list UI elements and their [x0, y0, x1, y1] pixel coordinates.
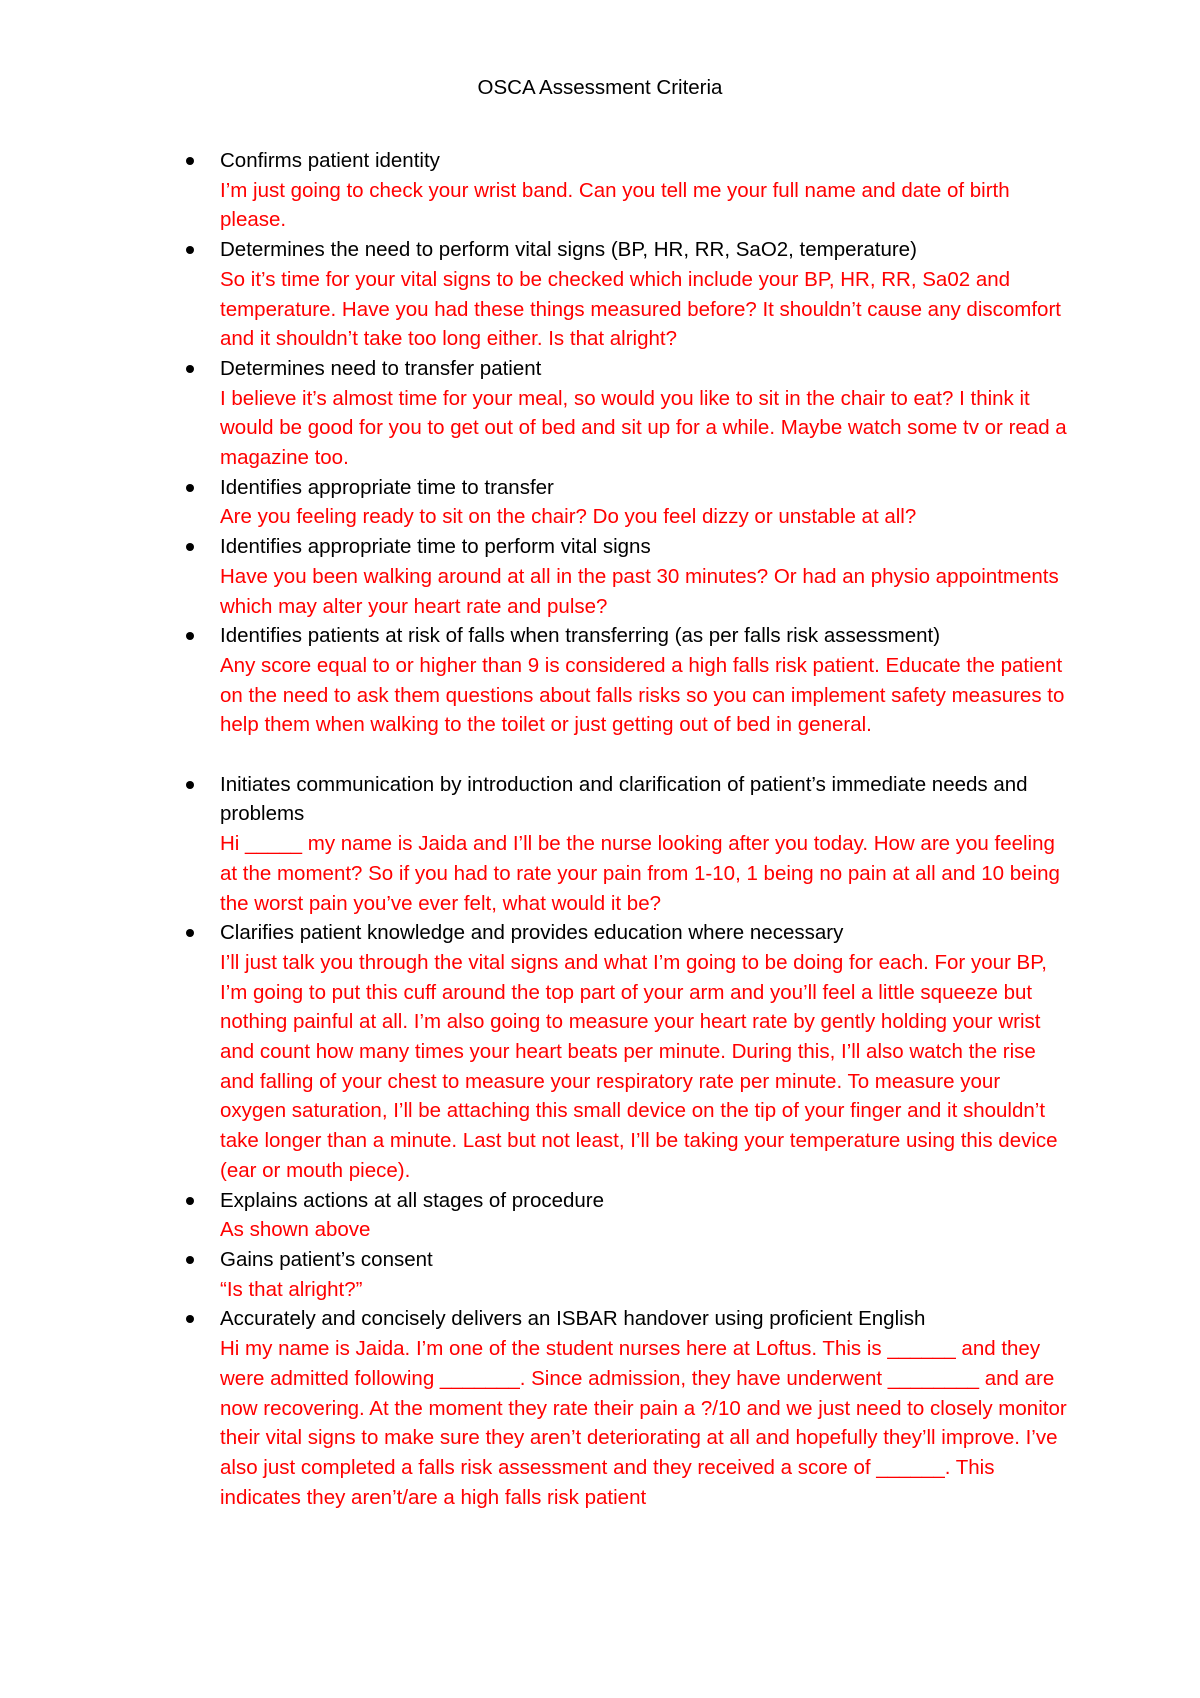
response-text: Hi _____ my name is Jaida and I’ll be the nurse looking after you today. How are you feeling at the moment? So if you had to rate your pain from 1-10, 1 being no pain at all and 10 being the worst pain you’ve ever felt, what would it be? — [220, 832, 1060, 915]
response-text: I’ll just talk you through the vital signs and what I’m going to be doing for each. For your BP, I’m going to put this cuff around the top part of your arm and you’ll feel a little squeeze but nothing painful at all. I’m also going to measure your heart rate by gently holding your wrist and count how many times your heart beats per minute. During this, I’ll also watch the rise and falling of your chest to measure your respiratory rate per minute. To measure your oxygen saturation, I’ll be attaching this small device on the tip of your finger and it shouldn’t take longer than a minute. Last but not least, I’ll be taking your temperature using this device (ear or mouth piece). — [220, 950, 1058, 1182]
page-title: OSCA Assessment Criteria — [477, 76, 723, 99]
response-text: I’m just going to check your wrist band. Can you tell me your full name and date of birth please. — [220, 178, 1010, 232]
bullet-icon — [186, 781, 194, 789]
criterion-text: Identifies appropriate time to perform vital signs — [220, 535, 651, 559]
bullet-icon — [186, 246, 194, 254]
list-item — [0, 532, 1070, 621]
bullet-icon — [186, 1256, 194, 1264]
criterion-text: Clarifies patient knowledge and provides education where necessary — [220, 921, 844, 945]
list-item — [0, 1186, 1070, 1245]
bullet-icon — [186, 929, 194, 937]
criterion-text: Accurately and concisely delivers an ISBAR handover using proficient English — [220, 1307, 926, 1331]
response-text: “Is that alright?” — [220, 1277, 363, 1301]
bullet-icon — [186, 157, 194, 165]
criterion-text: Explains actions at all stages of procedure — [220, 1188, 605, 1212]
criterion-text: Confirms patient identity — [220, 149, 440, 172]
list-item — [0, 354, 1070, 473]
response-text: Hi my name is Jaida. I’m one of the student nurses here at Loftus. This is ______ and they were admitted following _______. Since admission, they have underwent ________ and are now recovering. At the moment they rate their pain a ?/10 and we just need to closely monitor their vital signs to make sure they aren’t deteriorating at all and hopefully they’ll improve. I’ve also just completed a falls risk assessment and they received a score of ______. This indicates they aren’t/are a high falls risk patient — [220, 1337, 1067, 1509]
list-item — [0, 1304, 1070, 1512]
bullet-icon — [186, 1315, 194, 1323]
list-item — [0, 146, 1070, 235]
criterion-text: Initiates communication by introduction and clarification of patient’s immediate needs and problems — [220, 772, 1028, 826]
criteria-list — [0, 146, 1200, 1512]
list-item — [0, 918, 1070, 1185]
list-item — [0, 473, 1070, 532]
bullet-icon — [186, 484, 194, 492]
criterion-text: Determines need to transfer patient — [220, 356, 542, 380]
list-item — [0, 235, 1070, 354]
response-text: Any score equal to or higher than 9 is considered a high falls risk patient. Educate the patient on the need to ask them questions about falls risks so you can implement safety measures to help them when walking to the toilet or just getting out of bed in general. — [220, 653, 1065, 737]
bullet-icon — [186, 543, 194, 551]
response-text: So it’s time for your vital signs to be checked which include your BP, HR, RR, Sa02 and temperature. Have you had these things measured before? It shouldn’t cause any discomfort and it shouldn’t take too long either. Is that alright? — [220, 267, 1061, 351]
criterion-text: Identifies appropriate time to transfer — [220, 475, 554, 499]
list-item — [0, 770, 1070, 919]
bullet-icon — [186, 365, 194, 373]
response-text: Have you been walking around at all in the past 30 minutes? Or had an physio appointments which may alter your heart rate and pulse? — [220, 564, 1059, 618]
criterion-text: Determines the need to perform vital signs (BP, HR, RR, SaO2, temperature) — [220, 238, 917, 262]
response-text: I believe it’s almost time for your meal, so would you like to sit in the chair to eat? I think it would be good for you to get out of bed and sit up for a while. Maybe watch some tv or read a magazine too. — [220, 386, 1067, 470]
list-item — [0, 1245, 1070, 1304]
criterion-text: Identifies patients at risk of falls when transferring (as per falls risk assessment) — [220, 624, 941, 648]
list-item — [0, 621, 1070, 740]
response-text: As shown above — [220, 1218, 371, 1242]
criterion-text: Gains patient’s consent — [220, 1248, 433, 1271]
response-text: Are you feeling ready to sit on the chair? Do you feel dizzy or unstable at all? — [220, 505, 917, 529]
bullet-icon — [186, 1197, 194, 1205]
bullet-icon — [186, 632, 194, 640]
